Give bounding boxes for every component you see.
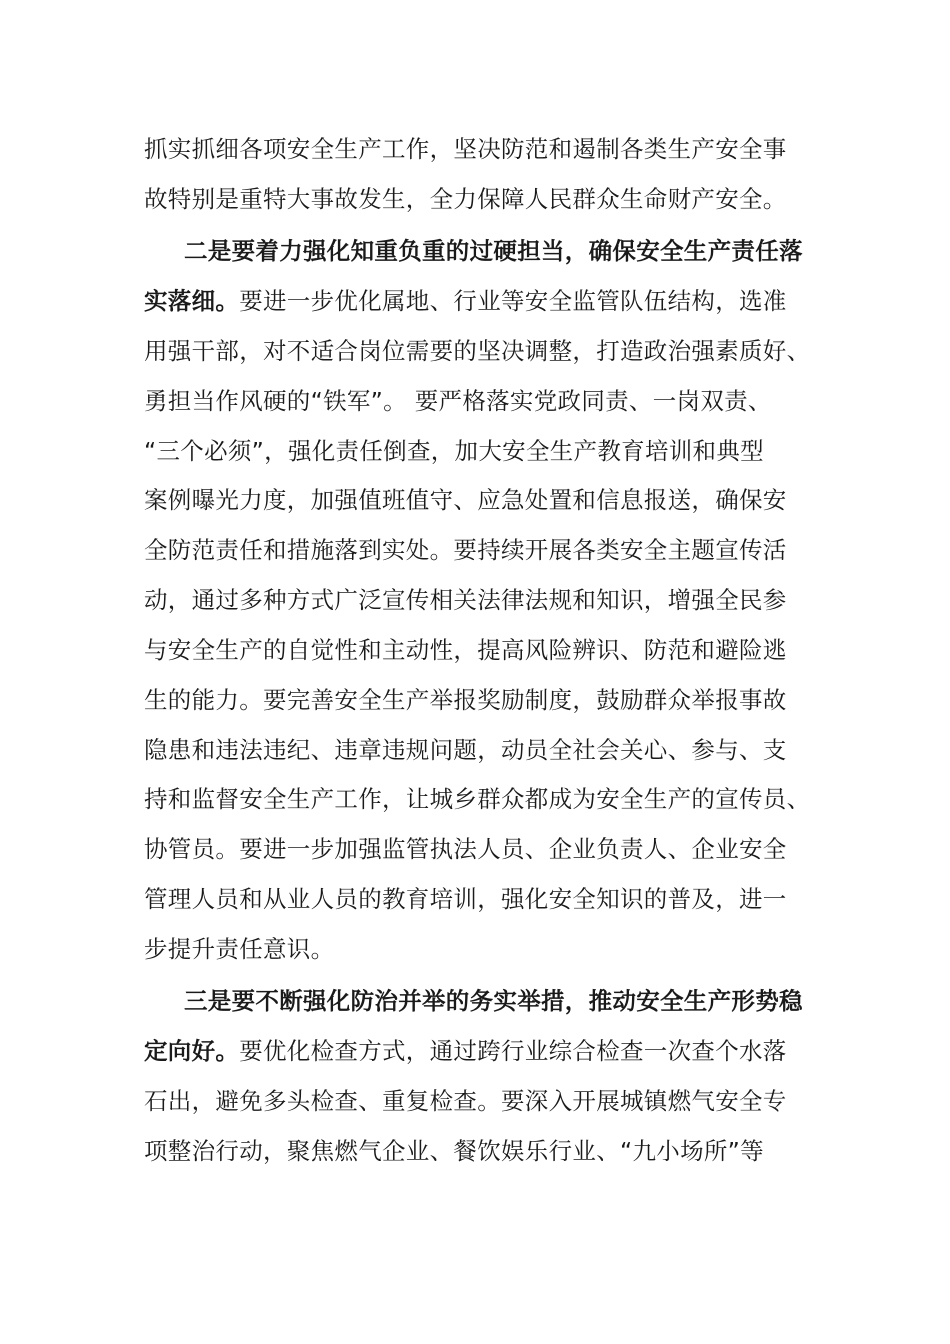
paragraph-3-heading-line-1: 三是要不断强化防治并举的务实举措，推动安全生产形势稳 xyxy=(184,987,803,1015)
paragraph-2-line-5: “三个必须”，强化责任倒查，加大安全生产教育培训和典型 xyxy=(144,437,764,465)
paragraph-2-line-12: 持和监督安全生产工作，让城乡群众都成为安全生产的宣传员、 xyxy=(144,785,811,813)
paragraph-3-heading-tail: 定向好。 xyxy=(144,1037,240,1065)
paragraph-2-line-10: 生的能力。要完善安全生产举报奖励制度，鼓励群众举报事故 xyxy=(144,686,787,714)
paragraph-2-line-9: 与安全生产的自觉性和主动性，提高风险辨识、防范和避险逃 xyxy=(144,636,787,664)
paragraph-2-line-15: 步提升责任意识。 xyxy=(144,935,335,963)
paragraph-1-line-2: 故特别是重特大事故发生，全力保障人民群众生命财产安全。 xyxy=(144,185,787,213)
paragraph-3-body-start: 要优化检查方式，通过跨行业综合检查一次查个水落 xyxy=(239,1037,787,1065)
paragraph-2-line-8: 动，通过多种方式广泛宣传相关法律法规和知识，增强全民参 xyxy=(144,586,787,614)
paragraph-3-line-3: 石出，避免多头检查、重复检查。要深入开展城镇燃气安全专 xyxy=(144,1087,787,1115)
paragraph-2-line-11: 隐患和违法违纪、违章违规问题，动员全社会关心、参与、支 xyxy=(144,736,787,764)
paragraph-2-heading-tail: 实落细。 xyxy=(144,287,240,315)
paragraph-3-line-2 xyxy=(144,1035,787,1067)
paragraph-2-line-6: 案例曝光力度，加强值班值守、应急处置和信息报送，确保安 xyxy=(144,486,787,514)
paragraph-2-line-4: 勇担当作风硬的“铁军”。 要严格落实党政同责、一岗双责、 xyxy=(144,387,772,415)
paragraph-1-line-1: 抓实抓细各项安全生产工作，坚决防范和遏制各类生产安全事 xyxy=(144,135,787,163)
paragraph-2-line-7: 全防范责任和措施落到实处。要持续开展各类安全主题宣传活 xyxy=(144,536,787,564)
paragraph-2-line-14: 管理人员和从业人员的教育培训，强化安全知识的普及，进一 xyxy=(144,885,787,913)
paragraph-2-line-2 xyxy=(144,285,787,317)
paragraph-2-body-start: 要进一步优化属地、行业等安全监管队伍结构，选准 xyxy=(239,287,787,315)
paragraph-2-heading-line-1: 二是要着力强化知重负重的过硬担当，确保安全生产责任落 xyxy=(184,237,803,265)
paragraph-2-line-13: 协管员。要进一步加强监管执法人员、企业负责人、企业安全 xyxy=(144,835,787,863)
paragraph-2-line-3: 用强干部，对不适合岗位需要的坚决调整，打造政治强素质好、 xyxy=(144,337,811,365)
paragraph-3-line-4: 项整治行动，聚焦燃气企业、餐饮娱乐行业、“九小场所”等 xyxy=(144,1137,764,1165)
